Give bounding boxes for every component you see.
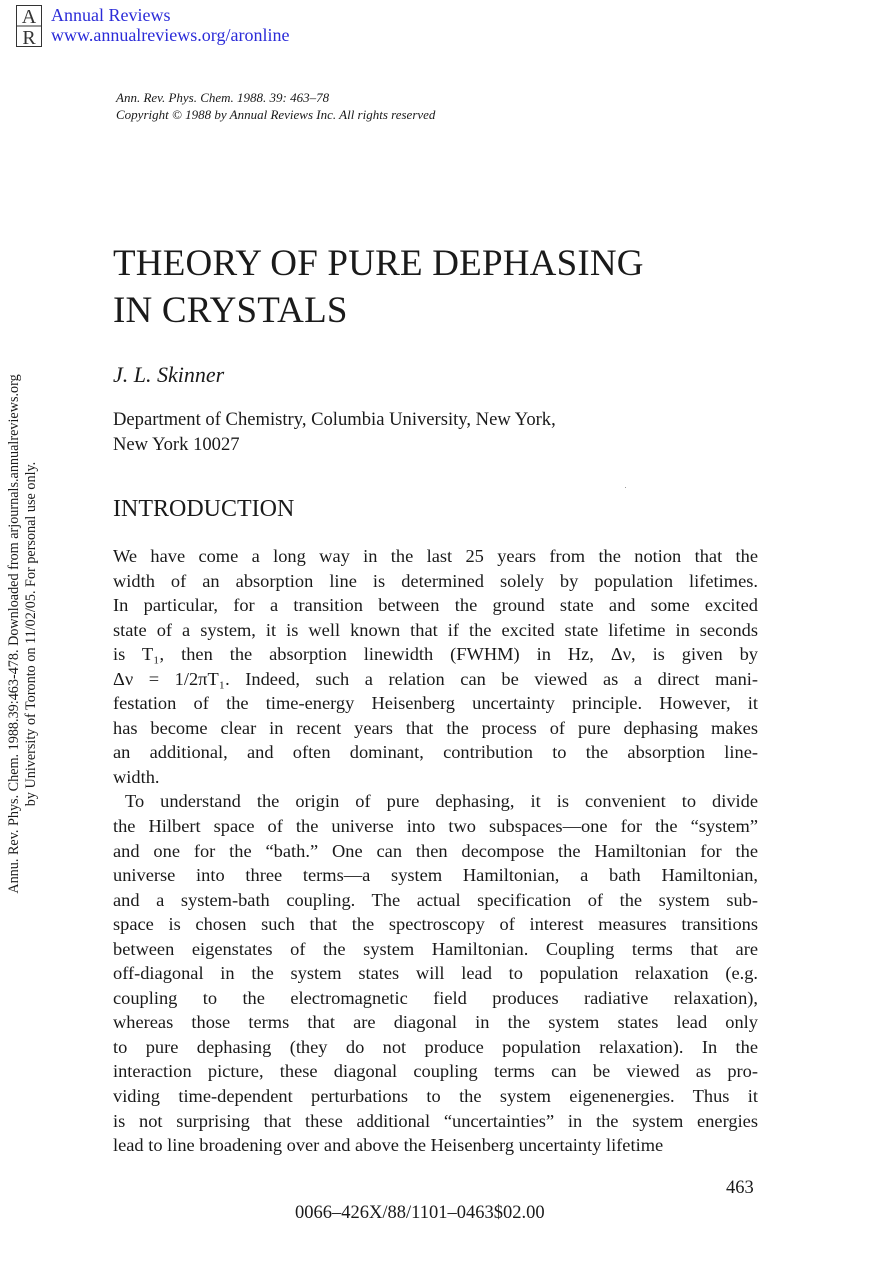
body-line: between eigenstates of the system Hamiltonian. Coupling terms that are xyxy=(113,938,758,959)
section-heading: INTRODUCTION xyxy=(113,496,295,522)
body-line: lead to line broadening over and above the Heisenberg uncertainty lifetime xyxy=(113,1135,664,1156)
body-line: an additional, and often dominant, contribution to the absorption line- xyxy=(113,742,758,763)
body-line: space is chosen such that the spectroscopy of interest measures transitions xyxy=(113,914,758,935)
affiliation-line-1: Department of Chemistry, Columbia University, New York, xyxy=(113,409,556,430)
article-title xyxy=(113,240,644,334)
body-line: off-diagonal in the system states will lead to population relaxation (e.g. xyxy=(113,963,758,984)
watermark-line-2: by University of Toronto on 11/02/05. For personal use only. xyxy=(23,461,39,807)
page-number: 463 xyxy=(726,1178,754,1198)
body-line: coupling to the electromagnetic field produces radiative relaxation), xyxy=(113,987,758,1008)
title-line-1: THEORY OF PURE DEPHASING xyxy=(113,243,644,284)
publisher-name[interactable]: Annual Reviews xyxy=(51,5,171,25)
body-text xyxy=(113,544,758,1158)
journal-info xyxy=(116,89,435,123)
body-line: universe into three terms—a system Hamiltonian, a bath Hamiltonian, xyxy=(113,865,758,886)
svg-text:A: A xyxy=(21,6,37,28)
body-line: and one for the “bath.” One can then decompose the Hamiltonian for the xyxy=(113,840,758,861)
journal-citation: Ann. Rev. Phys. Chem. 1988. 39: 463–78 xyxy=(116,90,330,105)
body-line: width of an absorption line is determined solely by population lifetimes. xyxy=(113,570,758,591)
article-code: 0066–426X/88/1101–0463$02.00 xyxy=(295,1203,545,1223)
body-line: the Hilbert space of the universe into two subspaces—one for the “system” xyxy=(113,816,758,837)
body-line: In particular, for a transition between the ground state and some excited xyxy=(113,595,758,616)
body-line: interaction picture, these diagonal coupling terms can be viewed as pro- xyxy=(113,1061,758,1082)
affiliation-line-2: New York 10027 xyxy=(113,434,240,455)
body-line: We have come a long way in the last 25 years from the notion that the xyxy=(113,546,758,566)
body-line: state of a system, it is well known that if the excited state lifetime in seconds xyxy=(113,619,758,640)
body-line: to pure dephasing (they do not produce population relaxation). In the xyxy=(113,1036,758,1057)
copyright-notice: Copyright © 1988 by Annual Reviews Inc. All rights reserved xyxy=(116,107,436,122)
body-line: Δν = 1/2πT₁. Indeed, such a relation can be viewed as a direct mani- xyxy=(113,668,758,689)
download-watermark xyxy=(0,328,46,940)
body-line: viding time-dependent perturbations to the system eigenenergies. Thus it xyxy=(113,1086,758,1107)
body-line: is T₁, then the absorption linewidth (FWHM) in Hz, Δν, is given by xyxy=(113,644,758,665)
svg-text:R: R xyxy=(22,27,36,47)
publisher-url-link[interactable]: www.annualreviews.org/aronline xyxy=(51,25,290,45)
watermark-line-1: Annu. Rev. Phys. Chem. 1988.39:463-478. Downloaded from arjournals.annualreviews.org xyxy=(6,374,22,894)
body-line: whereas those terms that are diagonal in the system states lead only xyxy=(113,1012,758,1033)
body-line: has become clear in recent years that the process of pure dephasing makes xyxy=(113,717,758,738)
annual-reviews-logo xyxy=(16,5,42,47)
body-line: and a system-bath coupling. The actual specification of the system sub- xyxy=(113,889,758,910)
publisher-banner xyxy=(51,5,289,45)
body-line: is not surprising that these additional “uncertainties” in the system energies xyxy=(113,1110,758,1131)
author-affiliation xyxy=(113,407,556,457)
title-line-2: IN CRYSTALS xyxy=(113,290,348,331)
body-line: width. xyxy=(113,766,160,787)
scan-speck xyxy=(625,487,626,488)
body-line: To understand the origin of pure dephasing, it is convenient to divide xyxy=(125,791,758,812)
author-name: J. L. Skinner xyxy=(113,362,225,387)
body-line: festation of the time-energy Heisenberg uncertainty principle. However, it xyxy=(113,693,758,714)
